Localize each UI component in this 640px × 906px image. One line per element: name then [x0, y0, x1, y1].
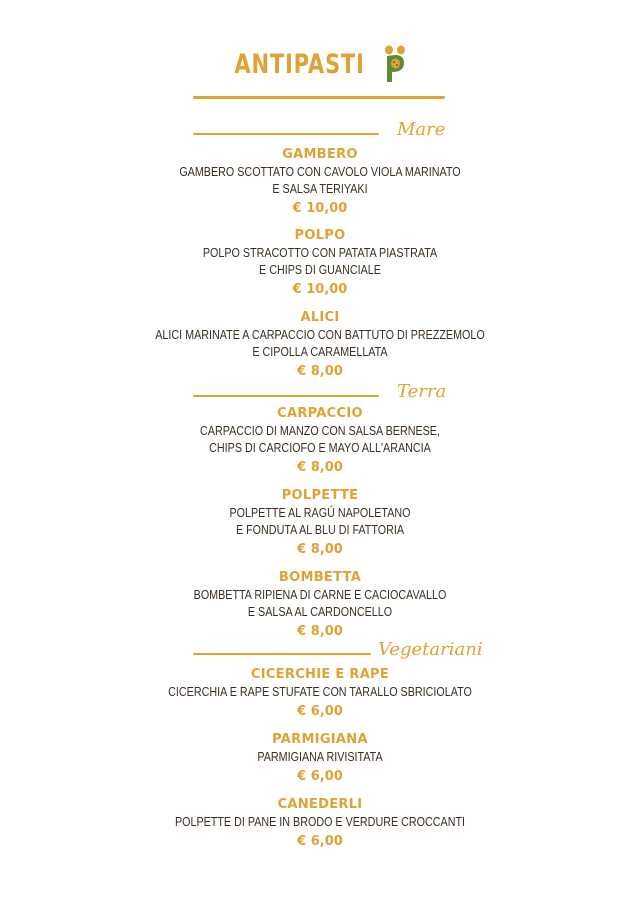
dish-description-line: BOMBETTA RIPIENA DI CARNE E CACIOCAVALLO: [193, 588, 447, 602]
dish-price: € 6,00: [297, 704, 343, 719]
section-label: Terra: [397, 381, 447, 402]
dish-description-line: POLPETTE DI PANE IN BRODO E VERDURE CROCCANTI: [174, 815, 466, 829]
dish-name: PARMIGIANA: [272, 732, 368, 747]
menu-item-cicerchie-e-rape: [0, 666, 640, 722]
dish-price: € 8,00: [297, 542, 343, 557]
menu-item-canederli: [0, 796, 640, 852]
menu-item-alici: [0, 309, 640, 382]
dish-description-line: E FONDUTA AL BLU DI FATTORIA: [235, 523, 405, 537]
section-divider: [193, 395, 379, 397]
dish-description-line: CARPACCIO DI MANZO CON SALSA BERNESE,: [200, 424, 440, 438]
section-divider: [193, 653, 371, 655]
title-divider: [193, 96, 445, 99]
menu-item-carpaccio: [0, 405, 640, 478]
menu-item-bombetta: [0, 569, 640, 642]
dish-description-line: E CIPOLLA CARAMELLATA: [252, 345, 388, 359]
dish-name: ALICI: [300, 310, 340, 325]
dish-description-line: CHIPS DI CARCIOFO E MAYO ALL'ARANCIA: [209, 441, 431, 455]
dish-name: GAMBERO: [282, 147, 358, 162]
dish-description-line: POLPETTE AL RAGÚ NAPOLETANO: [229, 506, 411, 520]
page-title: [0, 44, 640, 84]
dish-price: € 10,00: [292, 201, 348, 216]
dish-description-line: E SALSA TERIYAKI: [272, 182, 368, 196]
menu-item-polpo: [0, 227, 640, 300]
dish-price: € 8,00: [297, 624, 343, 639]
dish-name: CANEDERLI: [277, 797, 363, 812]
title-text: ANTIPASTI: [234, 48, 366, 80]
dish-price: € 10,00: [292, 282, 348, 297]
dish-price: € 8,00: [297, 460, 343, 475]
dish-price: € 6,00: [297, 834, 343, 849]
dish-name: POLPETTE: [281, 488, 359, 503]
dish-description-line: POLPO STRACOTTO CON PATATA PIASTRATA: [202, 246, 438, 260]
menu-item-polpette: [0, 487, 640, 560]
dish-price: € 8,00: [297, 364, 343, 379]
section-label: Mare: [397, 119, 446, 140]
menu-item-parmigiana: [0, 731, 640, 787]
dish-description-line: E CHIPS DI GUANCIALE: [259, 263, 381, 277]
menu-item-gambero: [0, 146, 640, 219]
section-header-vegetariani: [0, 641, 640, 665]
dish-name: CICERCHIE E RAPE: [250, 667, 390, 682]
dish-description-line: PARMIGIANA RIVISITATA: [257, 750, 383, 764]
section-header-terra: [0, 383, 640, 407]
dish-name: CARPACCIO: [277, 406, 363, 421]
section-label: Vegetariani: [378, 639, 483, 660]
section-divider: [193, 133, 379, 135]
dish-description-line: E SALSA AL CARDONCELLO: [247, 605, 393, 619]
dish-name: POLPO: [294, 228, 346, 243]
section-header-mare: [0, 121, 640, 145]
prickly-pear-p-logo-icon: [380, 44, 410, 84]
dish-description-line: ALICI MARINATE A CARPACCIO CON BATTUTO DI PREZZEMOLO: [155, 328, 485, 342]
dish-name: BOMBETTA: [278, 570, 362, 585]
dish-description-line: CICERCHIA E RAPE STUFATE CON TARALLO SBRICIOLATO: [168, 685, 472, 699]
dish-description-line: GAMBERO SCOTTATO CON CAVOLO VIOLA MARINATO: [179, 165, 461, 179]
dish-price: € 6,00: [297, 769, 343, 784]
